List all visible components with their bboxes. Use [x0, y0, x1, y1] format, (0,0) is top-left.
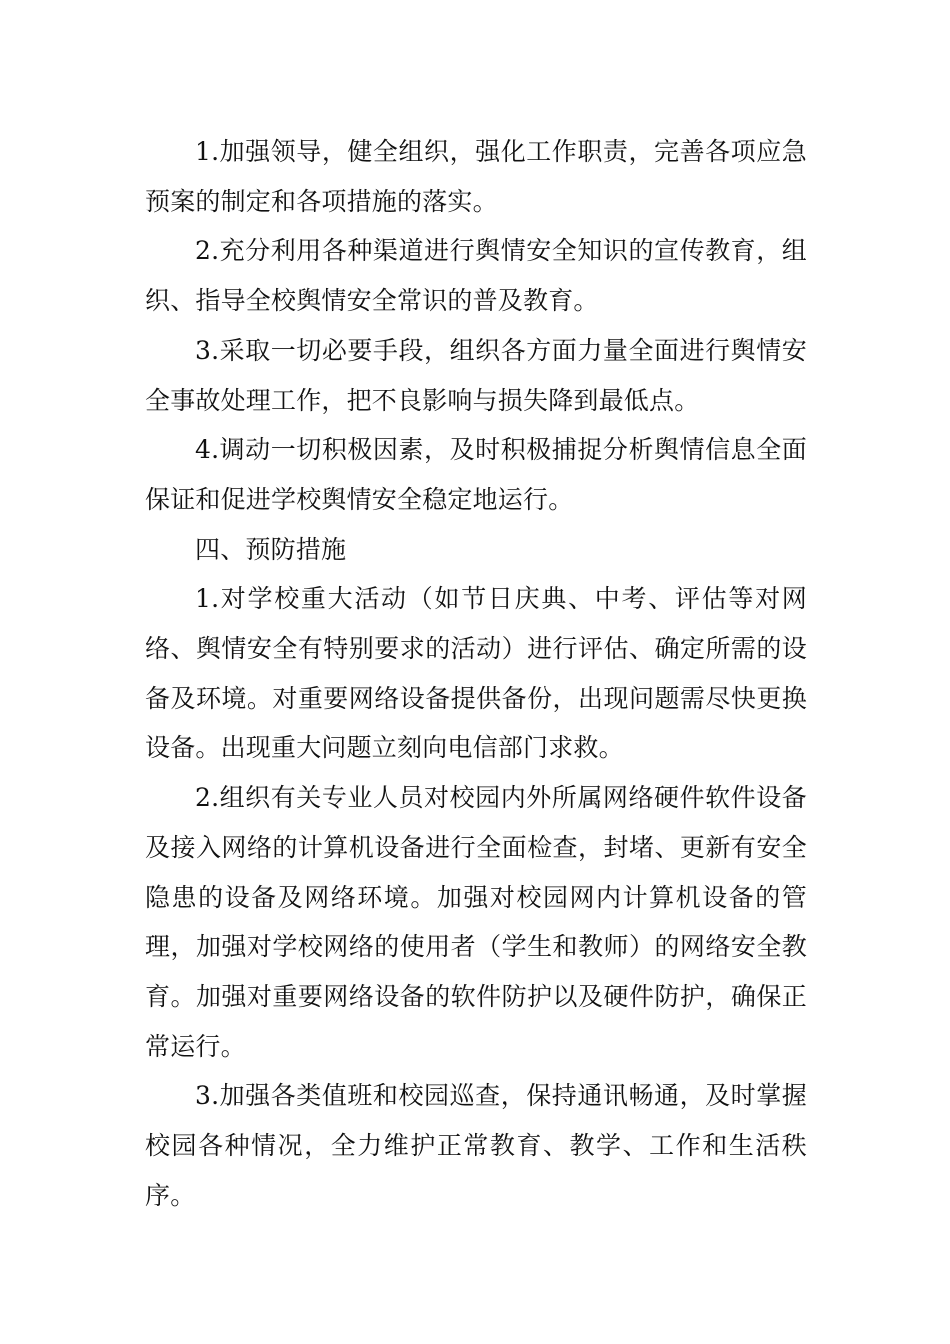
paragraph-3: 3.采取一切必要手段，组织各方面力量全面进行舆情安全事故处理工作，把不良影响与损失降到最低点。 — [145, 335, 807, 415]
document-body — [145, 127, 807, 1220]
paragraph-1: 1.加强领导，健全组织，强化工作职责，完善各项应急预案的制定和各项措施的落实。 — [145, 137, 807, 216]
paragraph-6: 2.组织有关专业人员对校园内外所属网络硬件软件设备及接入网络的计算机设备进行全面检查，封堵、更新有安全隐患的设备及网络环境。加强对校园网内计算机设备的管理，加强对学校网络的使用者（学生和教师）的网络安全教育。加强对重要网络设备的软件防护以及硬件防护，确保正常运行。 — [145, 783, 807, 1061]
paragraph-4: 4.调动一切积极因素，及时积极捕捉分析舆情信息全面保证和促进学校舆情安全稳定地运行。 — [145, 435, 807, 514]
paragraph-7: 3.加强各类值班和校园巡查，保持通讯畅通，及时掌握校园各种情况，全力维护正常教育、教学、工作和生活秩序。 — [145, 1081, 807, 1210]
section-heading-prevention: 四、预防措施 — [195, 534, 347, 564]
paragraph-2: 2.充分利用各种渠道进行舆情安全知识的宣传教育，组织、指导全校舆情安全常识的普及教育。 — [145, 236, 807, 316]
paragraph-5: 1.对学校重大活动（如节日庆典、中考、评估等对网络、舆情安全有特别要求的活动）进行评估、确定所需的设备及环境。对重要网络设备提供备份，出现问题需尽快更换设备。出现重大问题立刻向电信部门求救。 — [145, 584, 807, 763]
